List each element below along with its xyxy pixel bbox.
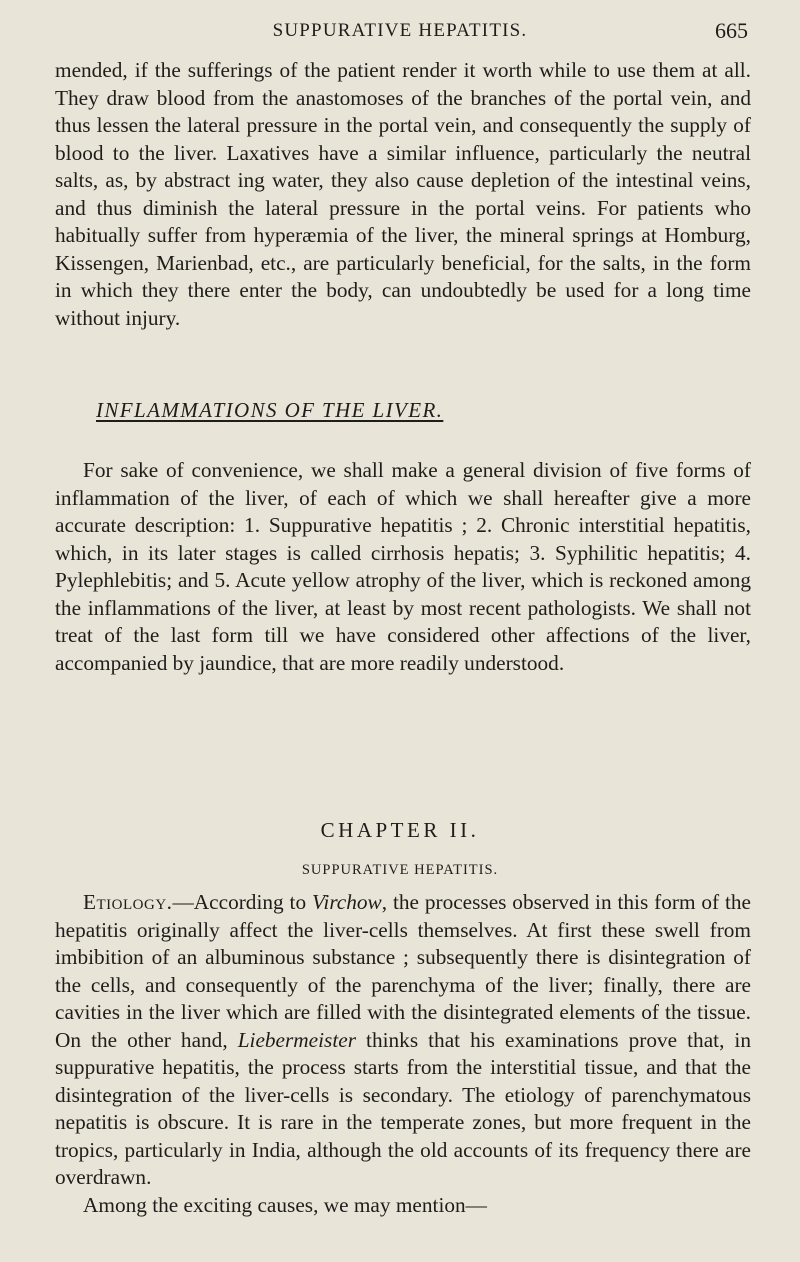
paragraph-portal-vein [55,57,751,332]
paragraph-exciting-causes: Among the exciting causes, we may mention— [83,1192,487,1217]
section-heading: INFLAMMATIONS OF THE LIVER. [96,398,444,422]
chapter-heading: CHAPTER II. [320,818,480,842]
page-number: 665 [715,18,748,43]
chapter-subtitle: SUPPURATIVE HEPATITIS. [301,862,499,878]
running-title: SUPPURATIVE HEPATITIS. [272,20,528,41]
author-virchow: Virchow [311,890,382,914]
author-liebermeister: Liebermeister [237,1027,356,1052]
paragraph-text: For sake of convenience, we shall make a general division of five forms of inflammation of the liver, of each of which we shall hereafter give a more accurate description: 1. Suppurative hepatitis ; 2. Chronic interstitial hepatitis, which, in its later stages is called cirrhosis hepatis; 3. Syphilitic hepatitis; 4. Pylephlebitis; and 5. Acute yellow atrophy of the liver, which is reckoned among the inflammations of the liver, at least by most recent pathologists. We shall not treat of the last form till we have considered other affections of the liver, accompanied by jaundice, that are more readily understood. [55,458,751,675]
paragraph-text: mended, if the sufferings of the patient render it worth while to use them at all. They draw blood from the anastomoses of the branches of the portal vein, and thus lessen the lateral pressure in the portal vein, and consequently the supply of blood to the liver. Laxatives have a similar influence, particularly the neutral salts, as, by abstract ing water, they also cause depletion of the intestinal veins, and thus diminish the lateral pressure in the portal veins. For patients who habitually suffer from hyperæmia of the liver, the mineral springs at Homburg, Kissengen, Marienbad, etc., are particularly beneficial, for the salts, in the form in which they there enter the body, can undoubtedly be used for a long time without injury. [55,58,751,330]
text-run: —According to [172,890,312,914]
text-run: , the processes observed in this form of the hepatitis originally affect the liver-cells themselves. At first these swell from imbibition of an albuminous substance ; subsequently there is disintegration of the cells, and consequently of the parenchyma of the liver; finally, there are cavities in the liver which are filled with the disintegrated elements of the tissue. On the other hand, [55,890,751,1052]
etiology-lead: Etiology. [83,890,173,914]
paragraph-etiology [55,889,751,1219]
paragraph-division-of-forms [55,457,751,677]
running-head [0,14,800,44]
text-run: thinks that his examinations prove that, in suppurative hepatitis, the process starts from the interstitial tissue, and that the disintegration of the liver-cells is secondary. The etiology of parenchymatous nepatitis is obscure. It is rare in the temperate zones, but more frequent in the tropics, particularly in India, although the old accounts of its frequency there are overdrawn. [55,1027,751,1189]
paragraph-text [55,889,751,1192]
